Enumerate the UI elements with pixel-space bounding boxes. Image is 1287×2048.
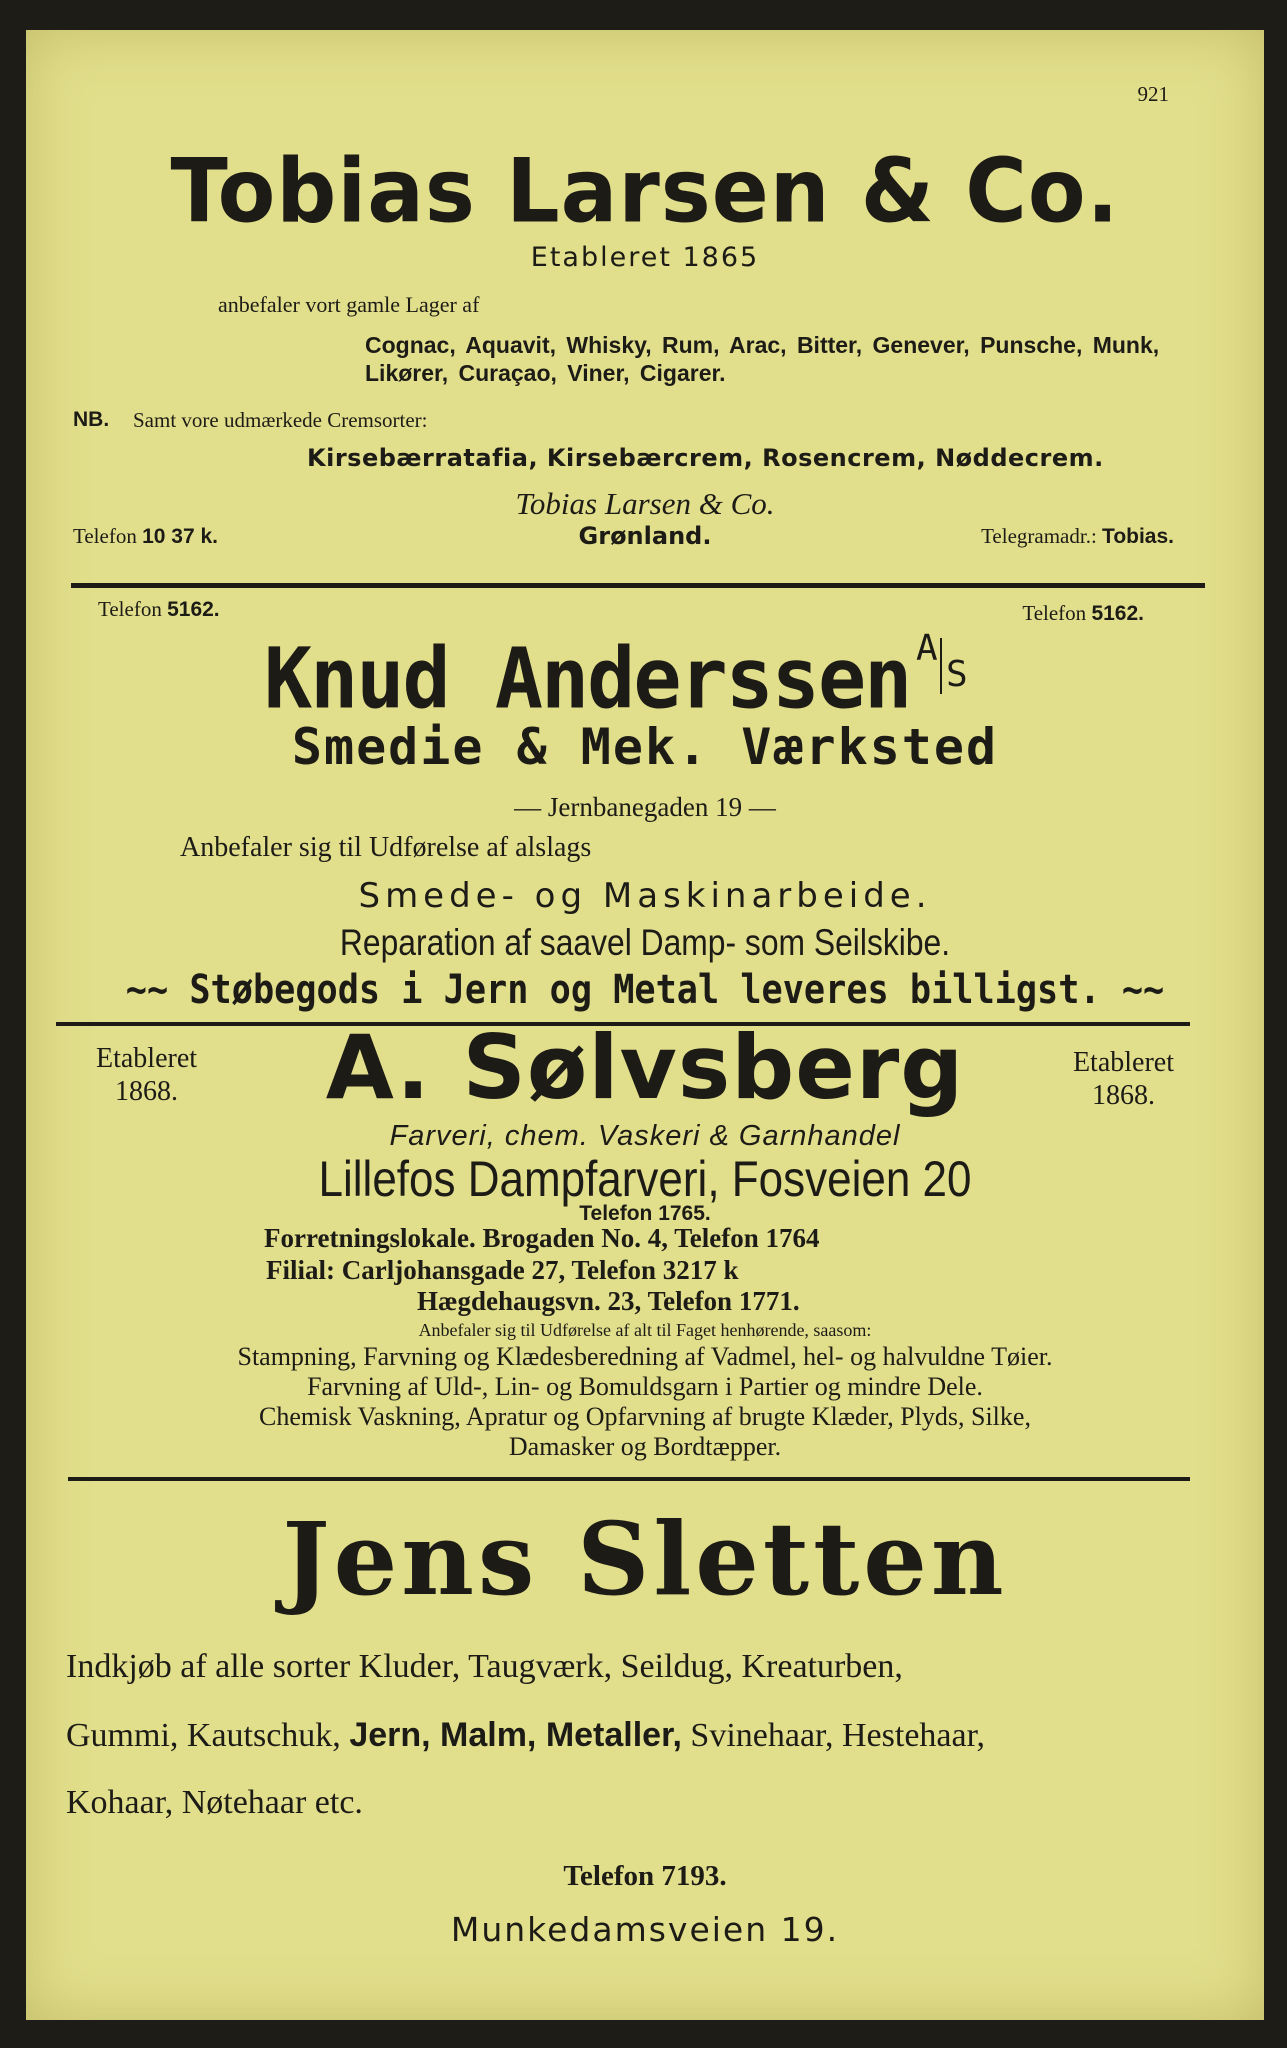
goods-line: Indkjøb af alle sorter Kluder, Taugværk, Seildug, Kreaturben, <box>66 1648 903 1685</box>
phone-label: Telefon <box>98 597 162 621</box>
established-year: 1868. <box>115 1076 179 1107</box>
telegram-line <box>981 524 1174 549</box>
phone-number: 5162. <box>1091 602 1144 625</box>
location: Grønland. <box>578 522 712 550</box>
divider <box>71 583 1205 588</box>
intro-text: anbefaler vort gamle Lager af <box>218 292 480 317</box>
product-list-line: Likører, Curaçao, Viner, Cigarer. <box>365 360 726 386</box>
ad-title: Knud Anderssen <box>264 629 911 728</box>
phone-left <box>98 597 220 622</box>
nb-text: Samt vore udmærkede Cremsorter: <box>133 408 428 432</box>
phone-right <box>1022 601 1144 626</box>
divider <box>68 1477 1190 1481</box>
service-line: Damasker og Bordtæpper. <box>508 1432 782 1461</box>
suffix-bar <box>940 638 942 694</box>
ad-title: Jens Sletten <box>282 1500 1008 1618</box>
ad-title: A. Sølvsberg <box>325 1016 965 1119</box>
phone-number: 10 37 k. <box>142 525 218 548</box>
goods-line: Kohaar, Nøtehaar etc. <box>66 1784 363 1821</box>
cream-list: Kirsebærratafia, Kirsebærcrem, Rosencrem, Nøddecrem. <box>307 444 1104 472</box>
suffix-top: A <box>916 628 938 669</box>
branch-line: Hægdehaugsvn. 23, Telefon 1771. <box>417 1286 800 1316</box>
service-line: Chemisk Vaskning, Apratur og Opfarvning af brugte Klæder, Plyds, Silke, <box>259 1402 1031 1431</box>
trades-line: Farveri, chem. Vaskeri & Garnhandel <box>389 1120 901 1152</box>
service-line: Stampning, Farvning og Klædesberedning af Vadmel, hel- og halvuldne Tøier. <box>237 1342 1053 1371</box>
phone-number: 5162. <box>167 598 220 621</box>
signature: Tobias Larsen & Co. <box>515 486 775 521</box>
goods-highlight: Jern, Malm, Metaller, <box>349 1716 682 1754</box>
repair-line: Reparation af saavel Damp- som Seilskibe. <box>339 922 951 963</box>
address: — Jernbanegaden 19 — <box>514 792 776 822</box>
address: Munkedamsveien 19. <box>450 1910 840 1949</box>
product-list-line: Cognac, Aquavit, Whisky, Rum, Arac, Bitter, Genever, Punsche, Munk, <box>365 332 1160 358</box>
service-line: Farvning af Uld-, Lin- og Bomuldsgarn i Partier og mindre Dele. <box>307 1372 983 1401</box>
goods-text: Svinehaar, Hestehaar, <box>690 1717 986 1754</box>
work-line: Smede- og Maskinarbeide. <box>358 876 932 916</box>
scanned-page <box>26 30 1264 2020</box>
ad-subtitle: Smedie & Mek. Værksted <box>291 718 999 776</box>
phone-line <box>73 524 218 549</box>
telegram-label: Telegramadr.: <box>981 524 1097 548</box>
branch-line: Filial: Carljohansgade 27, Telefon 3217 k <box>266 1255 739 1285</box>
intro-text: Anbefaler sig til Udførelse af alslags <box>180 832 592 863</box>
casting-line: ~~ Støbegods i Jern og Metal leveres billigst. ~~ <box>125 967 1165 1013</box>
established-label: Etableret <box>96 1043 198 1074</box>
established-year: 1868. <box>1091 1080 1155 1111</box>
phone-label: Telefon <box>1022 601 1087 625</box>
ad-title: Tobias Larsen & Co. <box>170 139 1120 243</box>
telegram-address: Tobias. <box>1102 525 1174 548</box>
main-address: Lillefos Dampfarveri, Fosveien 20 <box>318 1151 972 1207</box>
intro-text: Anbefaler sig til Udførelse af alt til Faget henhørende, saasom: <box>418 1320 872 1340</box>
nb-label: NB. <box>73 408 110 431</box>
phone-label: Telefon <box>73 524 137 548</box>
shop-line: Forretningslokale. Brogaden No. 4, Telefon 1764 <box>264 1223 820 1253</box>
suffix-bottom: S <box>946 654 968 695</box>
page-number: 921 <box>1137 82 1169 106</box>
phone-line: Telefon 7193. <box>563 1860 727 1892</box>
goods-text: Gummi, Kautschuk, <box>66 1717 341 1754</box>
goods-line <box>66 1716 985 1755</box>
main-phone: Telefon 1765. <box>579 1202 711 1225</box>
established-label: Etableret <box>1072 1047 1174 1078</box>
established-line: Etableret 1865 <box>530 242 760 273</box>
